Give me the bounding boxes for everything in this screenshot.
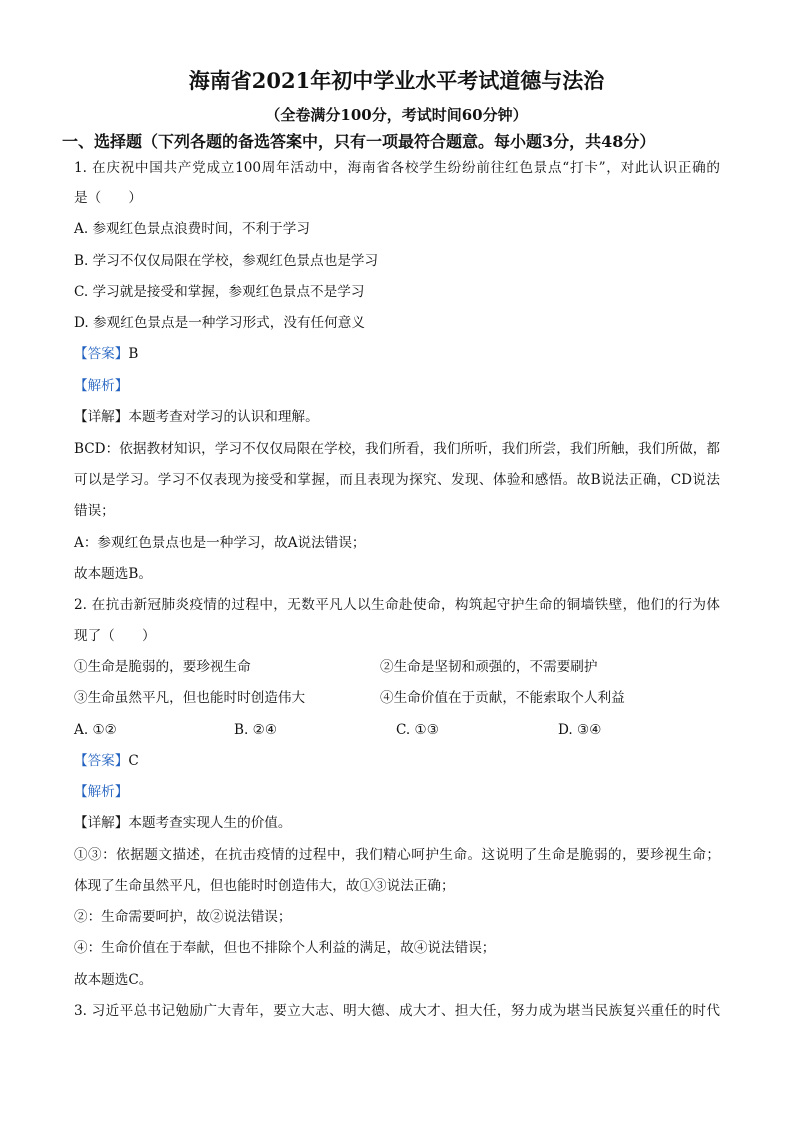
q2-explanation-line2: 体现了生命虽然平凡，但也能时时创造伟大，故①③说法正确；: [74, 878, 455, 894]
q1-detail: [74, 407, 319, 427]
q1-option-a: A. 参观红色景点浪费时间，不利于学习: [74, 221, 310, 237]
section-heading: 一、选择题（下列各题的备选答案中，只有一项最符合题意。每小题3分，共48分）: [62, 132, 656, 151]
q1-explanation-line3: 错误；: [74, 503, 115, 519]
q2-statement-4: ④生命价值在于贡献，不能索取个人利益: [380, 690, 625, 706]
exam-title: 海南省2021年初中学业水平考试道德与法治: [188, 68, 605, 93]
q1-conclusion: 故本题选B。: [74, 566, 152, 582]
q2-statement-2: ②生命是坚韧和顽强的，不需要刷护: [380, 659, 598, 675]
q1-detail-text: 本题考查对学习的认识和理解。: [128, 409, 319, 425]
q2-option-b: B. ②④: [234, 722, 278, 738]
q2-detail-text: 本题考查实现人生的价值。: [128, 815, 292, 831]
exam-subtitle: （全卷满分100分，考试时间60分钟）: [265, 106, 528, 124]
q2-statement-1: ①生命是脆弱的，要珍视生命: [74, 659, 251, 675]
q1-explanation-line2: 可以是学习。学习不仅表现为接受和掌握，而且表现为探究、发现、体验和感悟。故B说法正确，CD说法: [74, 472, 720, 488]
q2-statement-3: ③生命虽然平凡，但也能时时创造伟大: [74, 690, 306, 706]
answer-tag: 【答案】: [74, 753, 129, 769]
q2-explanation-line4: ④：生命价值在于奉献，但也不排除个人利益的满足，故④说法错误；: [74, 940, 496, 956]
q2-explanation-line1: ①③：依据题文描述，在抗击疫情的过程中，我们精心呵护生命。这说明了生命是脆弱的，要珍视生命；: [74, 847, 720, 863]
q2-option-a: A. ①②: [74, 722, 117, 738]
q2-analysis-tag: 【解析】: [74, 784, 129, 800]
q1-explanation-line4: A：参观红色景点也是一种学习，故A说法错误；: [74, 535, 366, 551]
detail-tag: 【详解】: [74, 815, 129, 831]
q1-stem-line1: 1. 在庆祝中国共产党成立100周年活动中，海南省各校学生纷纷前往红色景点“打卡”，对此认识正确的: [74, 160, 720, 176]
q2-stem-line2: 现了（ ）: [74, 628, 156, 644]
q1-analysis-tag: 【解析】: [74, 378, 129, 394]
q1-answer-value: B: [128, 346, 139, 362]
answer-tag: 【答案】: [74, 346, 129, 362]
q2-answer: [74, 751, 139, 771]
q2-explanation-line3: ②：生命需要呵护，故②说法错误；: [74, 909, 292, 925]
q1-explanation-line1: BCD：依据教材知识，学习不仅仅局限在学校，我们所看，我们所听，我们所尝，我们所触，我们所做，都: [74, 441, 720, 457]
q2-stem-line1: 2. 在抗击新冠肺炎疫情的过程中，无数平凡人以生命赴使命，构筑起守护生命的铜墙铁壁，他们的行为体: [74, 597, 720, 613]
q1-option-d: D. 参观红色景点是一种学习形式，没有任何意义: [74, 315, 365, 331]
q1-option-b: B. 学习不仅仅局限在学校，参观红色景点也是学习: [74, 253, 379, 269]
q1-answer: [74, 344, 138, 364]
q2-detail: [74, 813, 292, 833]
q2-answer-value: C: [128, 753, 139, 769]
detail-tag: 【详解】: [74, 409, 129, 425]
q2-conclusion: 故本题选C。: [74, 972, 153, 988]
q3-stem-line1: 3. 习近平总书记勉励广大青年，要立大志、明大德、成大才、担大任，努力成为堪当民族复兴重任的时代: [74, 1003, 720, 1019]
q1-stem-line2: 是（ ）: [74, 190, 142, 206]
q1-option-c: C. 学习就是接受和掌握，参观红色景点不是学习: [74, 284, 365, 300]
q2-option-c: C. ①③: [396, 722, 439, 738]
q2-option-d: D. ③④: [558, 722, 602, 738]
